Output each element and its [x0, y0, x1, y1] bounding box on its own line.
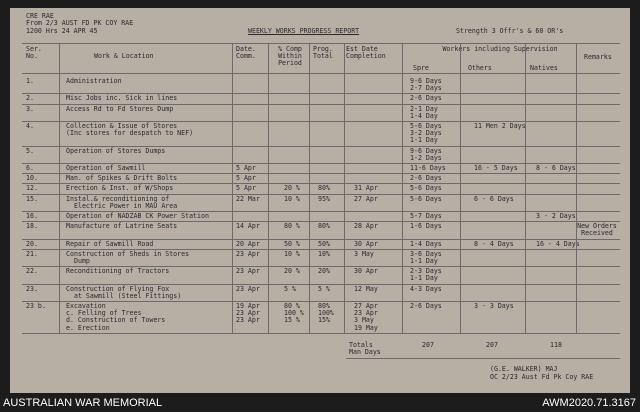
row-date: 19 Apr [236, 302, 260, 310]
signature-unit: OC 2/23 Aust Fd Pk Coy RAE [490, 373, 594, 381]
row-est: 23 Apr [354, 309, 378, 318]
row-natives: 8 - 6 Days [536, 164, 576, 172]
row-spre: 2-6 Days [410, 174, 442, 183]
totals-label: Totals [349, 341, 373, 349]
col-others: Others [468, 64, 492, 72]
row-work: Instal.& reconditioning of [66, 194, 170, 203]
row-spre: 1-2 Days [410, 153, 442, 162]
row-spre: 5-6 Days [410, 194, 442, 203]
row-spre: 5-6 Days [410, 122, 442, 130]
row-natives: 16 - 4 Days [536, 239, 580, 248]
row-spre: 2-7 Days [410, 84, 442, 93]
row-spre: 1-1 Day [410, 136, 438, 145]
row-others: 16 - 5 Days [474, 164, 518, 172]
row-comp: 10 % [284, 249, 300, 258]
row-spre: 1-1 Day [410, 274, 438, 283]
row-comp: 20 % [284, 184, 300, 193]
row-comp: 15 % [284, 316, 300, 325]
column-rule [402, 43, 403, 333]
row-ser: 2. [26, 94, 34, 103]
row-work: Manufacture of Latrine Seats [66, 222, 178, 231]
row-ser: 22. [26, 267, 38, 276]
header-line2: From 2/3 AUST FD PK COY RAE [26, 19, 134, 27]
row-date: 23 Apr [236, 249, 260, 258]
col-comp: % Comp Within Period [278, 45, 302, 67]
row-prog: 95% [318, 194, 330, 203]
row-ser: 23 b. [26, 302, 46, 310]
row-date: 5 Apr [236, 174, 256, 183]
row-ser: 15. [26, 194, 38, 203]
footer-left: AUSTRALIAN WAR MEMORIAL [3, 397, 163, 409]
column-rule [59, 43, 60, 333]
row-comp: 100 % [284, 309, 304, 318]
row-comp: 80 % [284, 222, 300, 231]
row-work: Erection & Inst. of W/Shops [66, 184, 174, 193]
row-comp: 50 % [284, 239, 300, 248]
col-prog: Prog. Total [313, 45, 333, 60]
row-ser: 10. [26, 174, 38, 183]
row-spre: 3-2 Days [410, 129, 442, 138]
report-sheet [10, 8, 630, 393]
row-est: 30 Apr [354, 239, 378, 248]
row-spre: 9-6 Days [410, 146, 442, 155]
col-date-comm: Date. Comm. [236, 45, 256, 60]
row-prog: 50% [318, 239, 330, 248]
row-ser: 5. [26, 146, 34, 155]
col-ser: Ser. No. [26, 45, 42, 60]
row-ser: 4. [26, 122, 34, 130]
row-spre: 3-6 Days [410, 249, 442, 258]
row-natives: 3 - 2 Days [536, 212, 576, 220]
row-prog: 80% [318, 222, 330, 231]
row-spre: 1-4 Days [410, 239, 442, 248]
row-ser: 23. [26, 284, 38, 293]
row-date: 23 Apr [236, 309, 260, 318]
row-date: 20 Apr [236, 239, 260, 248]
totals-spre: 207 [422, 341, 434, 349]
row-spre: 11-6 Days [410, 164, 446, 172]
row-spre: 2-6 Days [410, 94, 442, 103]
row-spre: 2-3 Days [410, 267, 442, 276]
col-natives: Natives [530, 64, 558, 72]
row-comp: 10 % [284, 194, 300, 203]
row-spre: 5-7 Days [410, 212, 442, 220]
row-prog: 80% [318, 184, 330, 193]
row-ser: 20. [26, 239, 38, 248]
row-work: Operation of NADZAB CK Power Station [66, 212, 209, 220]
row-est: 27 Apr [354, 194, 378, 203]
row-work: Administration [66, 77, 122, 85]
totals-others: 207 [486, 341, 498, 349]
column-rule [576, 43, 577, 333]
row-est: 3 May [354, 316, 374, 325]
row-remarks: New Orders Received [577, 222, 617, 238]
row-others: 11 Men 2 Days [474, 122, 526, 130]
row-comp: 20 % [284, 267, 300, 276]
row-date: 23 Apr [236, 284, 260, 293]
row-est: 31 Apr [354, 184, 378, 193]
row-spre: 2-6 Days [410, 302, 442, 310]
row-work: Excavation [66, 302, 106, 310]
row-ser: 6. [26, 164, 34, 172]
row-spre: 5-6 Days [410, 184, 442, 193]
row-divider [22, 333, 620, 334]
row-prog: 20% [318, 267, 330, 276]
row-est: 12 May [354, 284, 378, 293]
row-spre: 2-1 Day [410, 104, 438, 113]
column-rule [232, 43, 233, 333]
header-line1: CRE RAE [26, 12, 54, 20]
row-work: Misc Jobs inc. Sick in lines [66, 94, 178, 103]
row-work: c. Felling of Trees [66, 309, 142, 318]
row-work: Operation of Sawmill [66, 164, 146, 172]
row-prog: 5 % [318, 284, 330, 293]
row-prog: 100% [318, 309, 334, 318]
row-date: 23 Apr [236, 267, 260, 276]
header-line3: 1200 Hrs 24 APR 45 [26, 27, 98, 35]
row-spre: 1-4 Day [410, 111, 438, 120]
row-spre: 4-3 Days [410, 284, 442, 293]
totals-natives: 118 [550, 341, 562, 349]
row-others: 8 - 4 Days [474, 239, 514, 248]
column-rule [309, 43, 310, 333]
row-est: 30 Apr [354, 267, 378, 276]
col-work: Work & Location [94, 52, 154, 60]
footer-right: AWM2020.71.3167 [542, 397, 636, 409]
row-work: Electric Power in MAU Area [74, 201, 178, 210]
row-ser: 3. [26, 104, 34, 113]
row-date: 5 Apr [236, 164, 256, 172]
row-work: e. Erection [66, 323, 110, 332]
row-date: 14 Apr [236, 222, 260, 231]
col-spre: Spre [413, 64, 429, 72]
totals-sub: Man Days [349, 348, 381, 356]
row-ser: 1. [26, 77, 34, 85]
row-date: 22 Mar [236, 194, 260, 203]
row-ser: 16. [26, 212, 38, 220]
row-work: Operation of Stores Dumps [66, 146, 166, 155]
row-others: 3 - 3 Days [474, 302, 514, 310]
row-others: 6 - 6 Days [474, 194, 514, 203]
column-rule [344, 43, 345, 333]
row-comp: 80 % [284, 302, 300, 310]
row-work: at Sawmill (Steel Fittings) [74, 291, 182, 300]
column-rule [268, 43, 269, 333]
footer-bar [0, 395, 640, 412]
report-title: WEEKLY WORKS PROGRESS REPORT [248, 27, 360, 35]
row-ser: 18. [26, 222, 38, 231]
row-work: Access Rd to Fd Stores Dump [66, 104, 174, 113]
row-est: 19 May [354, 323, 378, 332]
row-prog: 80% [318, 302, 330, 310]
row-est: 27 Apr [354, 302, 378, 310]
row-spre: 9-6 Days [410, 77, 442, 85]
row-prog: 10% [318, 249, 330, 258]
row-ser: 21. [26, 249, 38, 258]
row-work: Repair of Sawmill Road [66, 239, 154, 248]
row-work: Dump [74, 257, 90, 265]
row-work: (Inc stores for despatch to NEF) [66, 129, 194, 138]
column-rule [525, 43, 526, 333]
col-est: Est Date Completion [346, 45, 386, 60]
row-spre: 1-1 Day [410, 257, 438, 265]
row-est: 28 Apr [354, 222, 378, 231]
col-remarks: Remarks [584, 53, 612, 61]
row-prog: 15% [318, 316, 330, 325]
col-workers: Workers including Supervision [442, 45, 558, 53]
row-est: 3 May [354, 249, 374, 258]
row-work: d. Construction of Towers [66, 316, 166, 325]
row-work: Construction of Flying Fox [66, 284, 170, 293]
signature-name: (G.E. WALKER) MAJ [490, 365, 558, 373]
row-work: Reconditioning of Tractors [66, 267, 170, 276]
row-comp: 5 % [284, 284, 296, 293]
strength-text: Strength 3 Offr's & 60 OR's [456, 27, 564, 35]
row-date: 5 Apr [236, 184, 256, 193]
row-date: 23 Apr [236, 316, 260, 325]
row-spre: 1-6 Days [410, 222, 442, 231]
row-work: Collection & Issue of Stores [66, 122, 178, 130]
row-work: Construction of Sheds in Stores [66, 249, 190, 258]
row-work: Man. of Spikes & Drift Bolts [66, 174, 178, 183]
column-rule [460, 43, 461, 333]
row-ser: 12. [26, 184, 38, 193]
